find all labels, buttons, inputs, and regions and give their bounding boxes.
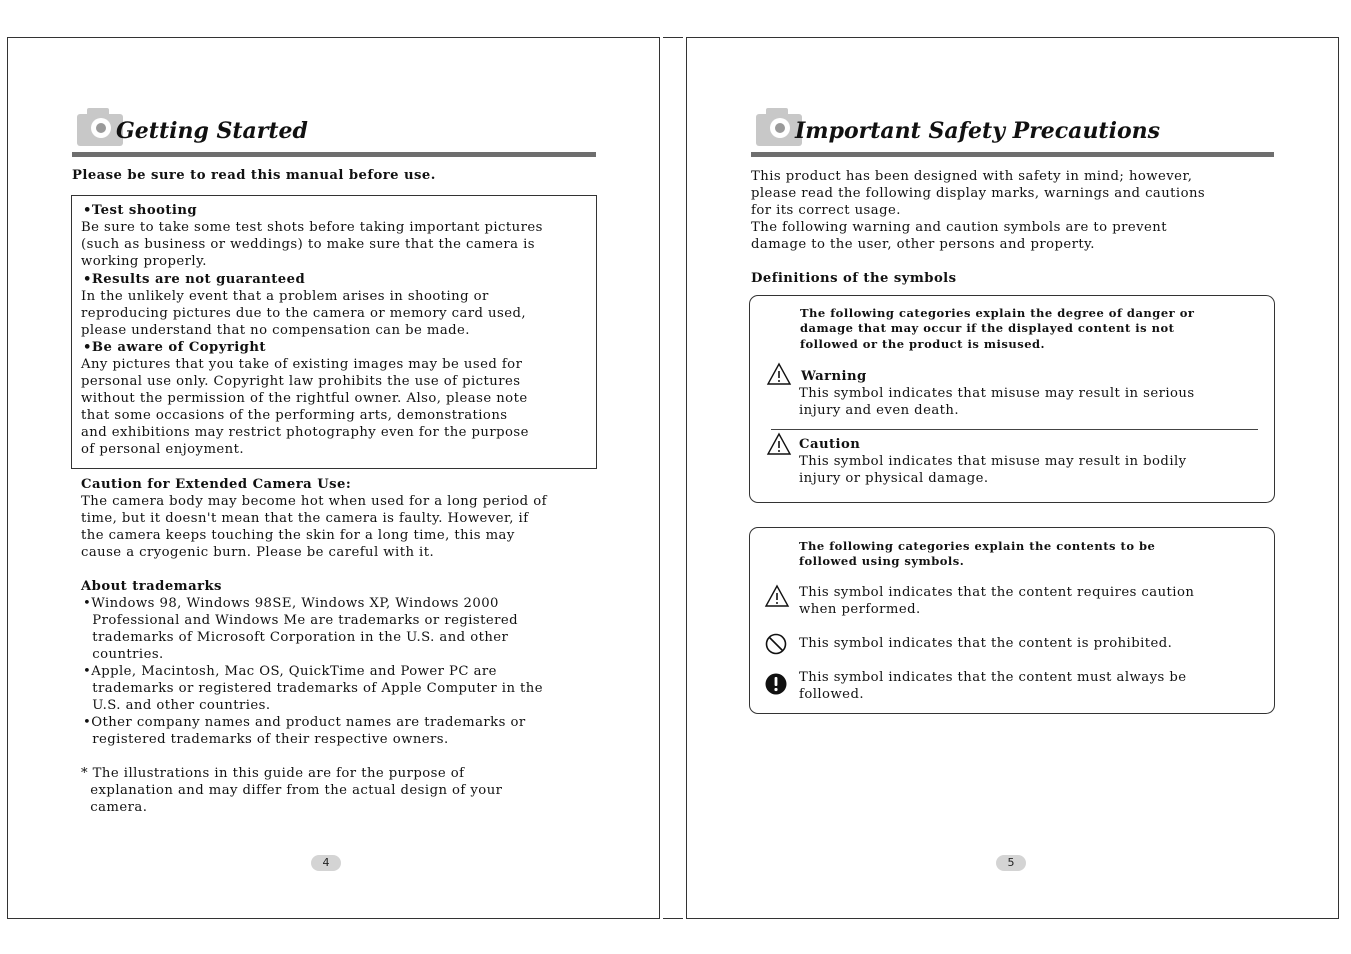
page-number: 5 bbox=[996, 855, 1026, 871]
caution-heading: Caution bbox=[799, 437, 861, 452]
box-line: In the unlikely event that a problem arises in shooting or bbox=[81, 289, 489, 304]
box-intro-line: The following categories explain the contents to be bbox=[799, 539, 1156, 553]
symbol-mandatory-line: This symbol indicates that the content must always be bbox=[799, 670, 1187, 685]
symbol-prohibited-line: This symbol indicates that the content is prohibited. bbox=[799, 636, 1173, 651]
caution-triangle-icon bbox=[764, 584, 790, 608]
intro-line: please read the following display marks, warnings and cautions bbox=[751, 186, 1206, 201]
note-line: camera. bbox=[81, 800, 148, 815]
box-line: reproducing pictures due to the camera or memory card used, bbox=[81, 306, 527, 321]
trademark-line: •Apple, Macintosh, Mac OS, QuickTime and Power PC are bbox=[83, 664, 497, 679]
intro-line: for its correct usage. bbox=[751, 203, 901, 218]
box-line: personal use only. Copyright law prohibits the use of pictures bbox=[81, 374, 521, 389]
symbol-caution-line: This symbol indicates that the content requires caution bbox=[799, 585, 1195, 600]
box-heading: •Be aware of Copyright bbox=[83, 340, 266, 355]
page-edge-top bbox=[663, 37, 683, 38]
definitions-heading: Definitions of the symbols bbox=[751, 271, 957, 286]
intro-line: This product has been designed with safety in mind; however, bbox=[751, 169, 1193, 184]
page-number: 4 bbox=[311, 855, 341, 871]
caution-line: time, but it doesn't mean that the camera is faulty. However, if bbox=[81, 511, 529, 526]
box-line: working properly. bbox=[81, 254, 207, 269]
mandatory-exclamation-icon bbox=[764, 672, 790, 696]
page-title: Important Safety Precautions bbox=[795, 118, 1161, 144]
trademark-line: Professional and Windows Me are trademarks or registered bbox=[83, 613, 519, 628]
note-line: explanation and may differ from the actual design of your bbox=[81, 783, 503, 798]
box-intro-line: The following categories explain the degree of danger or bbox=[800, 306, 1195, 320]
box-line: and exhibitions may restrict photography even for the purpose bbox=[81, 425, 529, 440]
caution-heading: Caution for Extended Camera Use: bbox=[81, 477, 352, 492]
box-divider bbox=[771, 429, 1258, 430]
caution-line: This symbol indicates that misuse may result in bodily bbox=[799, 454, 1187, 469]
box-line: please understand that no compensation can be made. bbox=[81, 323, 470, 338]
box-line: (such as business or weddings) to make sure that the camera is bbox=[81, 237, 535, 252]
warning-line: injury and even death. bbox=[799, 403, 959, 418]
symbol-caution-line: when performed. bbox=[799, 602, 921, 617]
box-heading: •Test shooting bbox=[83, 203, 198, 218]
intro-line: The following warning and caution symbols are to prevent bbox=[751, 220, 1167, 235]
page-edge-bottom bbox=[663, 918, 683, 919]
trademarks-heading: About trademarks bbox=[81, 579, 222, 594]
symbol-mandatory-line: followed. bbox=[799, 687, 864, 702]
note-line: * The illustrations in this guide are for the purpose of bbox=[81, 766, 465, 781]
caution-triangle-icon bbox=[766, 432, 792, 456]
trademark-line: •Other company names and product names are trademarks or bbox=[83, 715, 526, 730]
caution-line: the camera keeps touching the skin for a long time, this may bbox=[81, 528, 515, 543]
caution-line: injury or physical damage. bbox=[799, 471, 989, 486]
trademark-line: countries. bbox=[83, 647, 164, 662]
box-line: Any pictures that you take of existing images may be used for bbox=[81, 357, 523, 372]
warning-line: This symbol indicates that misuse may result in serious bbox=[799, 386, 1195, 401]
trademark-line: registered trademarks of their respective owners. bbox=[83, 732, 449, 747]
box-line: without the permission of the rightful owner. Also, please note bbox=[81, 391, 528, 406]
title-rule bbox=[72, 152, 596, 157]
warning-triangle-icon bbox=[766, 362, 792, 386]
box-intro-line: followed using symbols. bbox=[799, 554, 965, 568]
prohibited-icon bbox=[764, 632, 790, 656]
intro-text: Please be sure to read this manual before use. bbox=[72, 168, 436, 183]
box-line: Be sure to take some test shots before taking important pictures bbox=[81, 220, 543, 235]
box-line: that some occasions of the performing arts, demonstrations bbox=[81, 408, 508, 423]
box-intro-line: followed or the product is misused. bbox=[800, 337, 1046, 351]
trademark-line: trademarks of Microsoft Corporation in the U.S. and other bbox=[83, 630, 509, 645]
intro-line: damage to the user, other persons and property. bbox=[751, 237, 1095, 252]
box-line: of personal enjoyment. bbox=[81, 442, 245, 457]
title-rule bbox=[751, 152, 1274, 157]
trademark-line: trademarks or registered trademarks of Apple Computer in the bbox=[83, 681, 543, 696]
caution-line: The camera body may become hot when used for a long period of bbox=[81, 494, 547, 509]
warning-heading: Warning bbox=[801, 369, 867, 384]
box-intro-line: damage that may occur if the displayed content is not bbox=[800, 321, 1175, 335]
caution-line: cause a cryogenic burn. Please be careful with it. bbox=[81, 545, 435, 560]
box-heading: •Results are not guaranteed bbox=[83, 272, 306, 287]
trademark-line: •Windows 98, Windows 98SE, Windows XP, Windows 2000 bbox=[83, 596, 499, 611]
trademark-line: U.S. and other countries. bbox=[83, 698, 271, 713]
page-title: Getting Started bbox=[116, 118, 308, 144]
